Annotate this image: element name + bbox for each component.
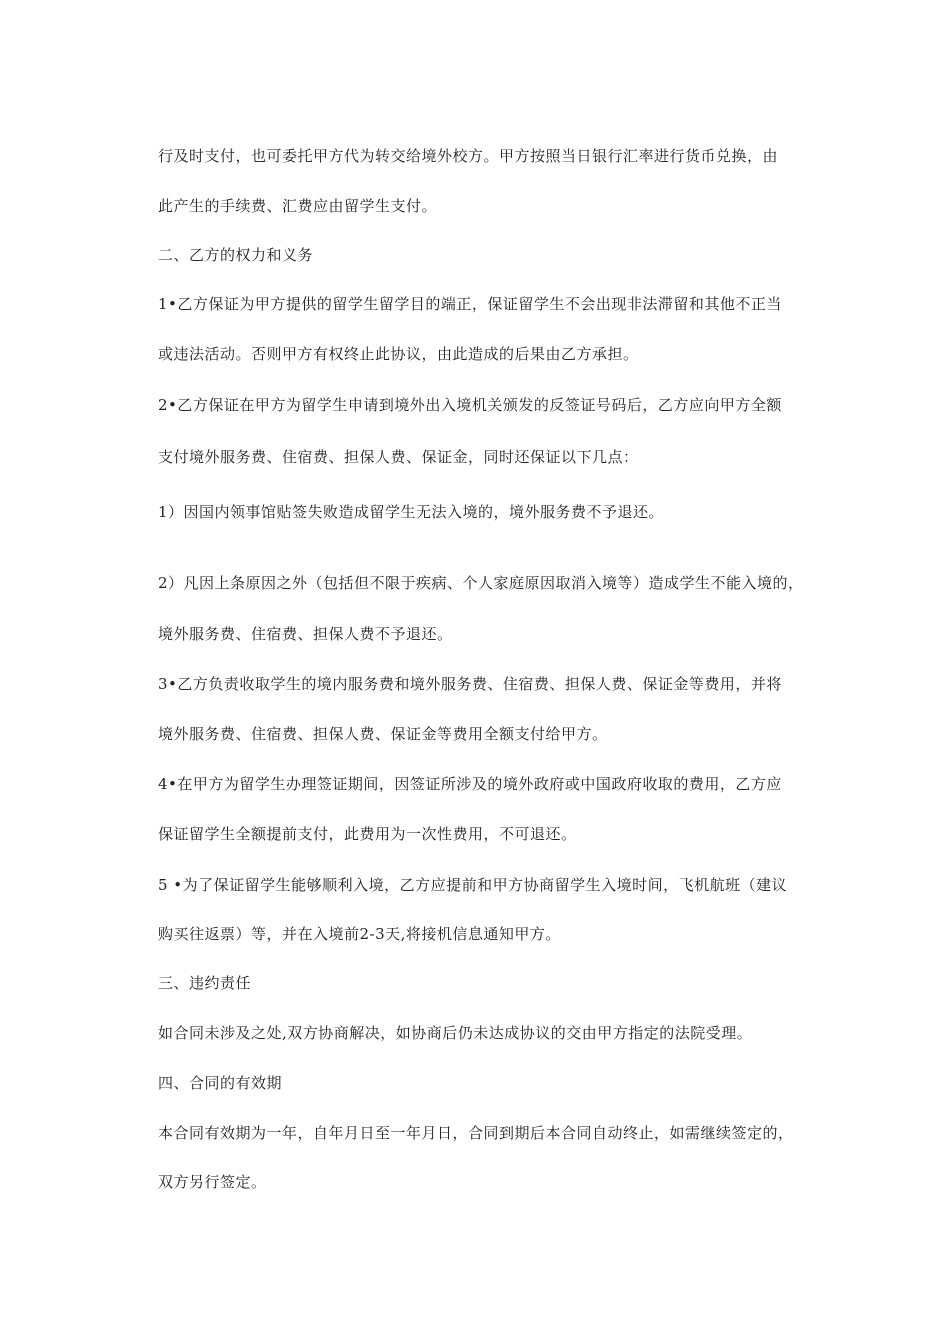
paragraph-line: 行及时支付，也可委托甲方代为转交给境外校方。甲方按照当日银行汇率进行货币兑换，由	[158, 147, 779, 165]
paragraph-line: 购买往返票）等，并在入境前2-3天,将接机信息通知甲方。	[158, 925, 561, 943]
section-heading: 二、乙方的权力和义务	[158, 246, 314, 264]
paragraph-line: 此产生的手续费、汇费应由留学生支付。	[158, 197, 438, 215]
paragraph-line: 2）凡因上条原因之外（包括但不限于疾病、个人家庭原因取消入境等）造成学生不能入境的，	[158, 574, 804, 592]
section-heading: 三、违约责任	[158, 974, 252, 992]
paragraph-line: 1•乙方保证为甲方提供的留学生留学目的端正，保证留学生不会出现非法滞留和其他不正当	[158, 295, 782, 313]
paragraph-line: 或违法活动。否则甲方有权终止此协议，由此造成的后果由乙方承担。	[158, 345, 639, 363]
paragraph-line: 5 •为了保证留学生能够顺利入境，乙方应提前和甲方协商留学生入境时间，飞机航班（建议	[158, 876, 788, 894]
paragraph-line: 2•乙方保证在甲方为留学生申请到境外出入境机关颁发的反签证号码后，乙方应向甲方全额	[158, 396, 782, 414]
paragraph-line: 保证留学生全额提前支付，此费用为一次性费用，不可退还。	[158, 825, 577, 843]
paragraph-line: 1）因国内领事馆贴签失败造成留学生无法入境的，境外服务费不予退还。	[158, 503, 665, 521]
paragraph-line: 双方另行签定。	[158, 1173, 267, 1191]
paragraph-line: 境外服务费、住宿费、担保人费不予退还。	[158, 625, 453, 643]
section-heading: 四、合同的有效期	[158, 1074, 283, 1092]
paragraph-line: 4•在甲方为留学生办理签证期间，因签证所涉及的境外政府或中国政府收取的费用，乙方应	[158, 775, 782, 793]
paragraph-line: 3•乙方负责收取学生的境内服务费和境外服务费、住宿费、担保人费、保证金等费用，并将	[158, 675, 782, 693]
paragraph-line: 本合同有效期为一年，自年月日至一年月日，合同到期后本合同自动终止，如需继续签定的，	[158, 1124, 794, 1142]
paragraph-line: 如合同未涉及之处,双方协商解决，如协商后仍未达成协议的交由甲方指定的法院受理。	[158, 1024, 753, 1042]
paragraph-line: 支付境外服务费、住宿费、担保人费、保证金，同时还保证以下几点：	[158, 448, 639, 466]
paragraph-line: 境外服务费、住宿费、担保人费、保证金等费用全额支付给甲方。	[158, 725, 608, 743]
